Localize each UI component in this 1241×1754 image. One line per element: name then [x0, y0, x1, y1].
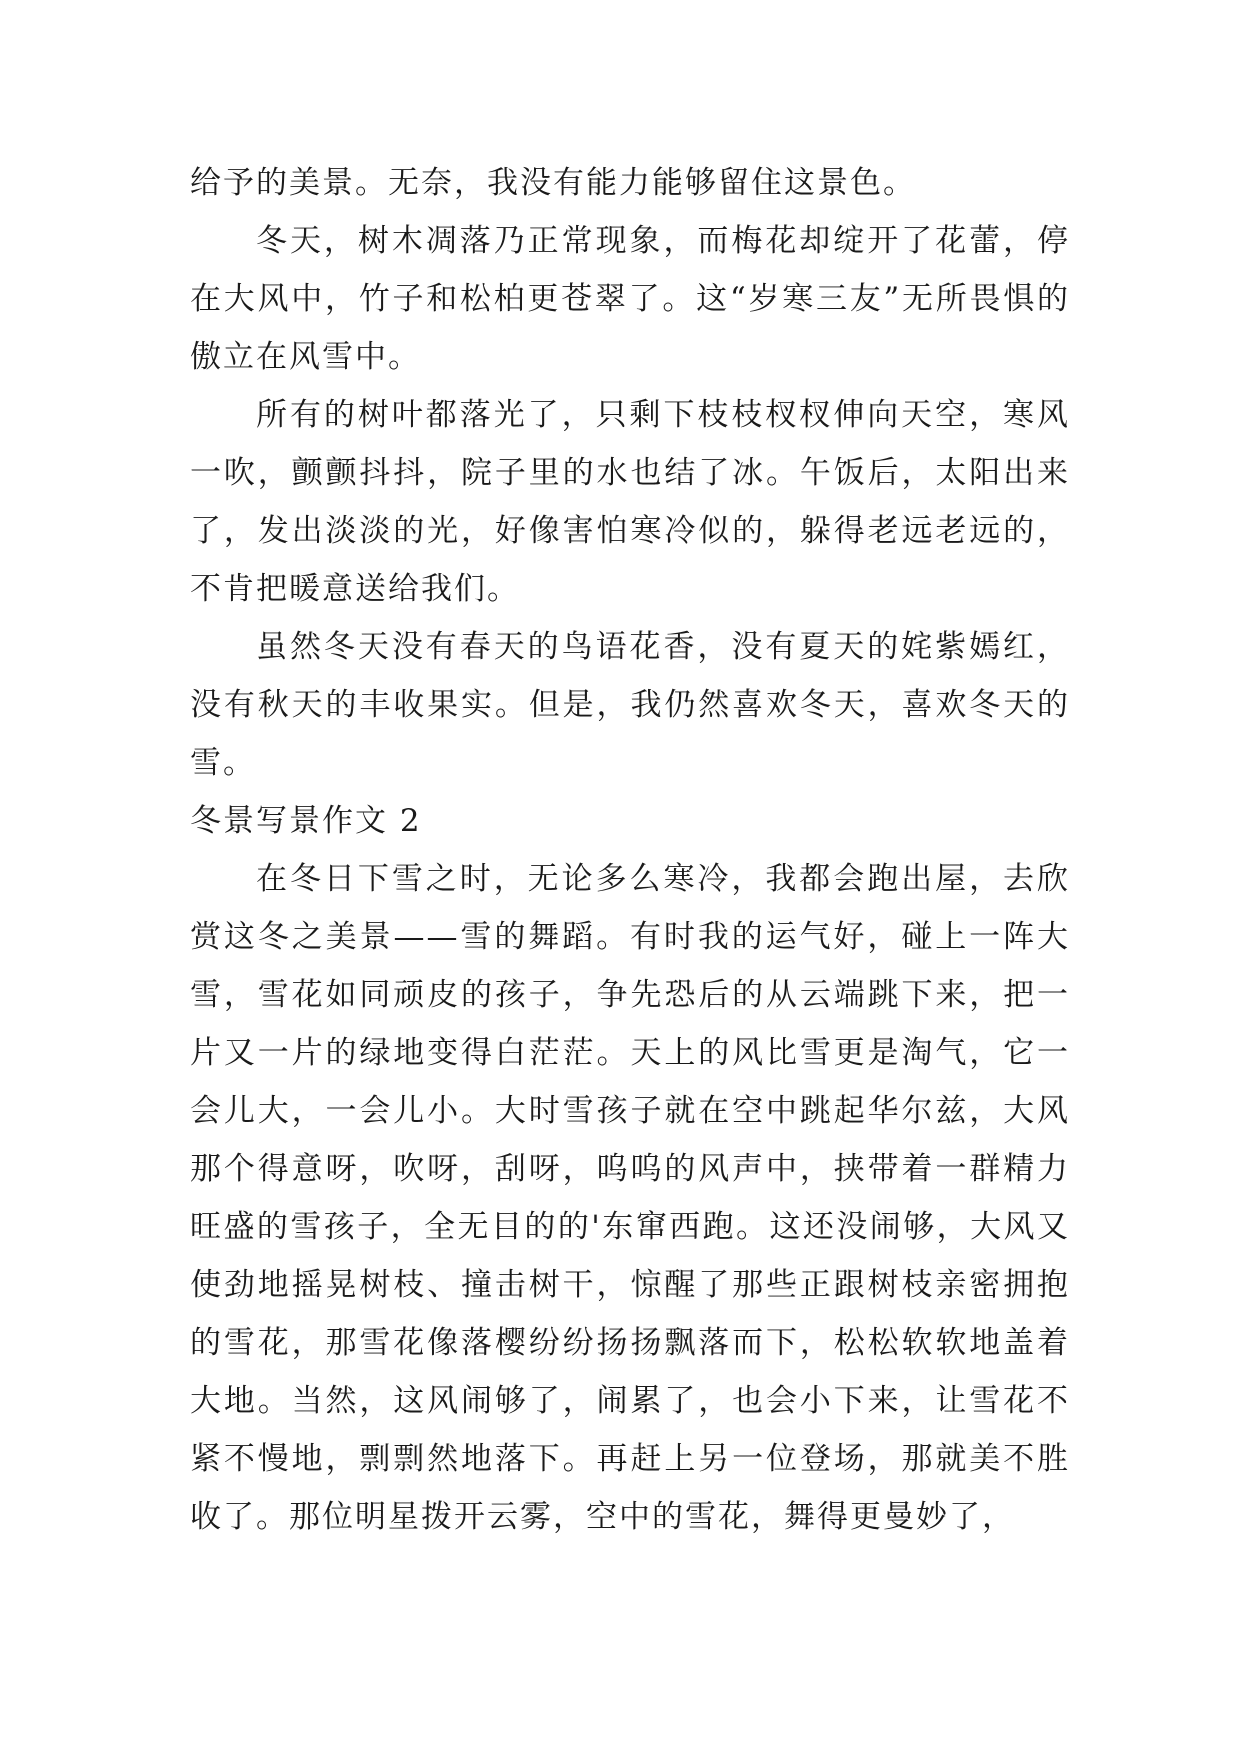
paragraph: 虽然冬天没有春天的鸟语花香，没有夏天的姹紫嫣红，没有秋天的丰收果实。但是，我仍然喜欢冬天，喜欢冬天的雪。 [190, 629, 1070, 781]
paragraph: 给予的美景。无奈，我没有能力能够留住这景色。 [190, 165, 916, 201]
document-body [190, 154, 1070, 1546]
section-heading: 冬景写景作文 2 [190, 803, 422, 839]
paragraph: 所有的树叶都落光了，只剩下枝枝杈杈伸向天空，寒风一吹，颤颤抖抖，院子里的水也结了冰。午饭后，太阳出来了，发出淡淡的光，好像害怕寒冷似的，躲得老远老远的，不肯把暖意送给我们。 [190, 397, 1070, 607]
paragraph: 冬天，树木凋落乃正常现象，而梅花却绽开了花蕾，停在大风中，竹子和松柏更苍翠了。这“岁寒三友”无所畏惧的傲立在风雪中。 [190, 223, 1070, 375]
paragraph: 在冬日下雪之时，无论多么寒冷，我都会跑出屋，去欣赏这冬之美景——雪的舞蹈。有时我的运气好，碰上一阵大雪，雪花如同顽皮的孩子，争先恐后的从云端跳下来，把一片又一片的绿地变得白茫茫。天上的风比雪更是淘气，它一会儿大，一会儿小。大时雪孩子就在空中跳起华尔兹，大风那个得意呀，吹呀，刮呀，呜呜的风声中，挟带着一群精力旺盛的雪孩子，全无目的的'东窜西跑。这还没闹够，大风又使劲地摇晃树枝、撞击树干，惊醒了那些正跟树枝亲密拥抱的雪花，那雪花像落樱纷纷扬扬飘落而下，松松软软地盖着大地。当然，这风闹够了，闹累了，也会小下来，让雪花不紧不慢地，剽剽然地落下。再赶上另一位登场，那就美不胜收了。那位明星拨开云雾，空中的雪花，舞得更曼妙了， [190, 861, 1070, 1535]
